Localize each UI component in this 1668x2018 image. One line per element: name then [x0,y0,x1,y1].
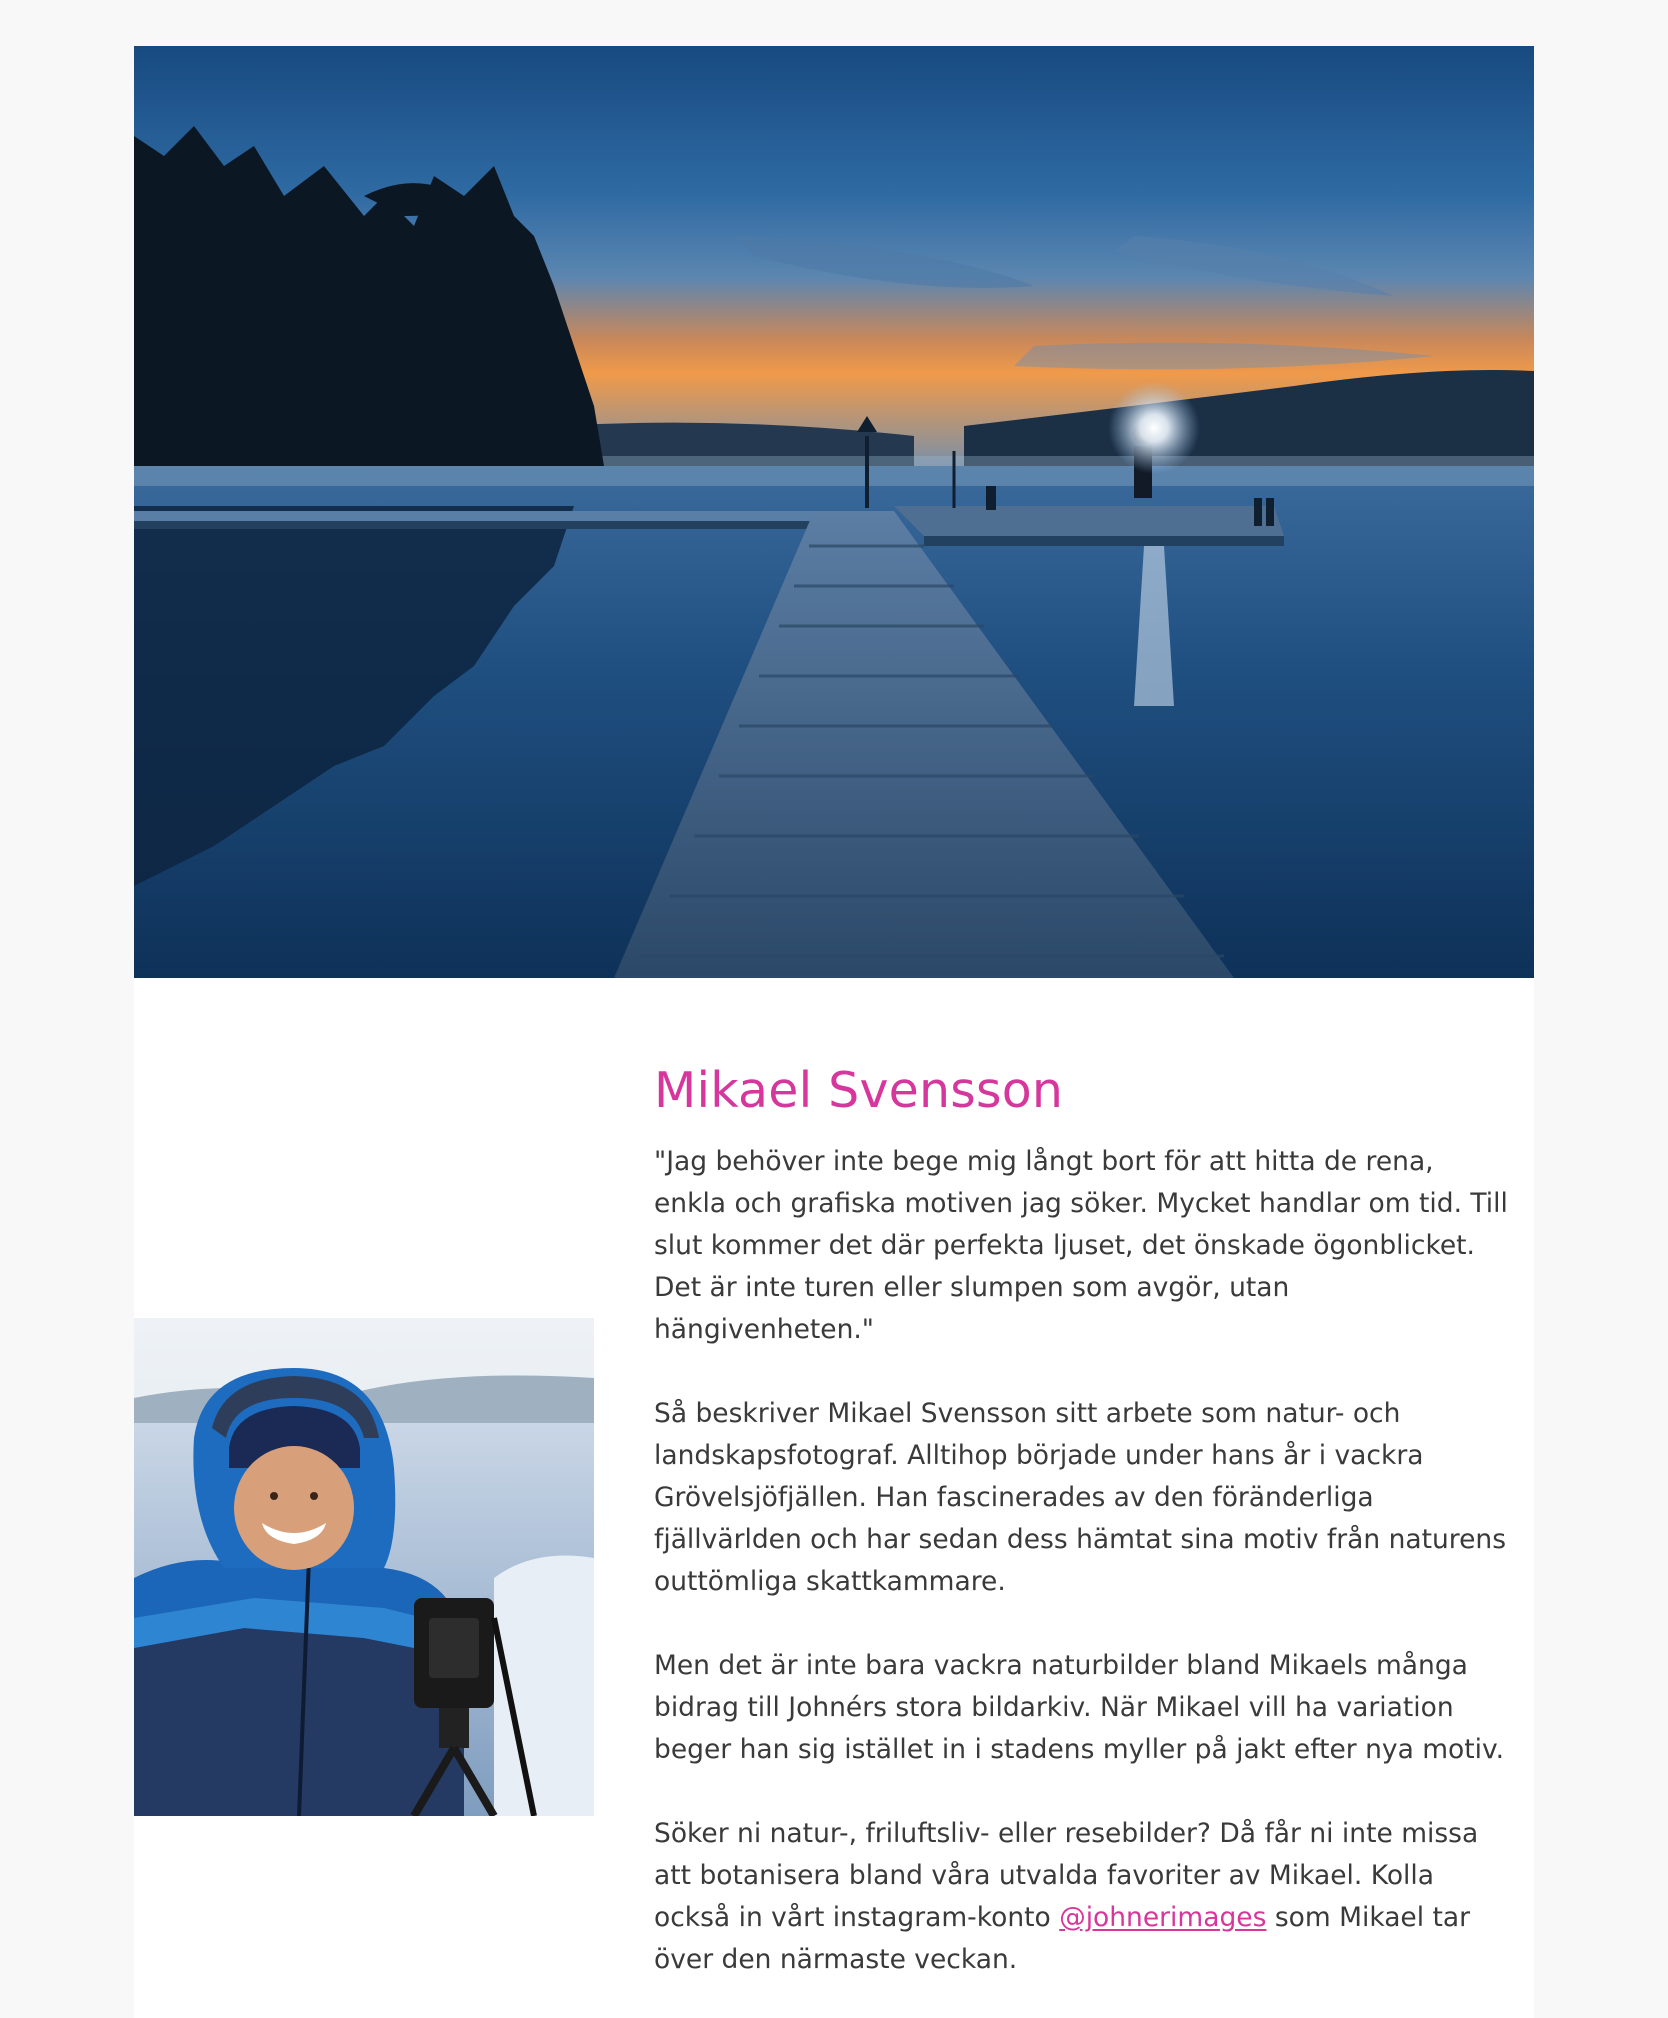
instagram-link[interactable]: @johnerimages [1059,1902,1267,1933]
cta-paragraph [654,1813,1514,1981]
intro-paragraph: Så beskriver Mikael Svensson sitt arbete som natur- och landskapsfotograf. Alltihop började under hans år i vackra Grövelsjöfjällen. Han fascinerades av den föränderliga fjällvärlden och har sedan dess hämtat sina motiv från naturens outtömliga skattkammare. [654,1398,1507,1597]
landscape-photo-icon [134,46,1534,978]
hero-image [134,46,1534,978]
cta-text-after: som Mikael tar över den närmaste veckan. [654,1902,1471,1975]
article-content [654,1062,1514,2018]
variation-paragraph: Men det är inte bara vackra naturbilder bland Mikaels många bidrag till Johnérs stora bildarkiv. När Mikael vill ha variation beger han sig istället in i stadens myller på jakt efter nya motiv. [654,1650,1505,1765]
portrait-photo-icon [134,1318,594,1816]
cta-text-before: Söker ni natur-, friluftsliv- eller resebilder? Då får ni inte missa att botanisera bland våra utvalda favoriter av Mikael. Kolla också in vårt instagram-konto [654,1818,1479,1933]
article-card [134,46,1534,2018]
quote-paragraph: "Jag behöver inte bege mig långt bort för att hitta de rena, enkla och grafiska motiven jag söker. Mycket handlar om tid. Till slut kommer det där perfekta ljuset, det önskade ögonblicket. Det är inte turen eller slumpen som avgör, utan hängivenheten." [654,1146,1508,1345]
portrait-image [134,1318,594,1816]
photographer-name: Mikael Svensson [654,1062,1064,1119]
